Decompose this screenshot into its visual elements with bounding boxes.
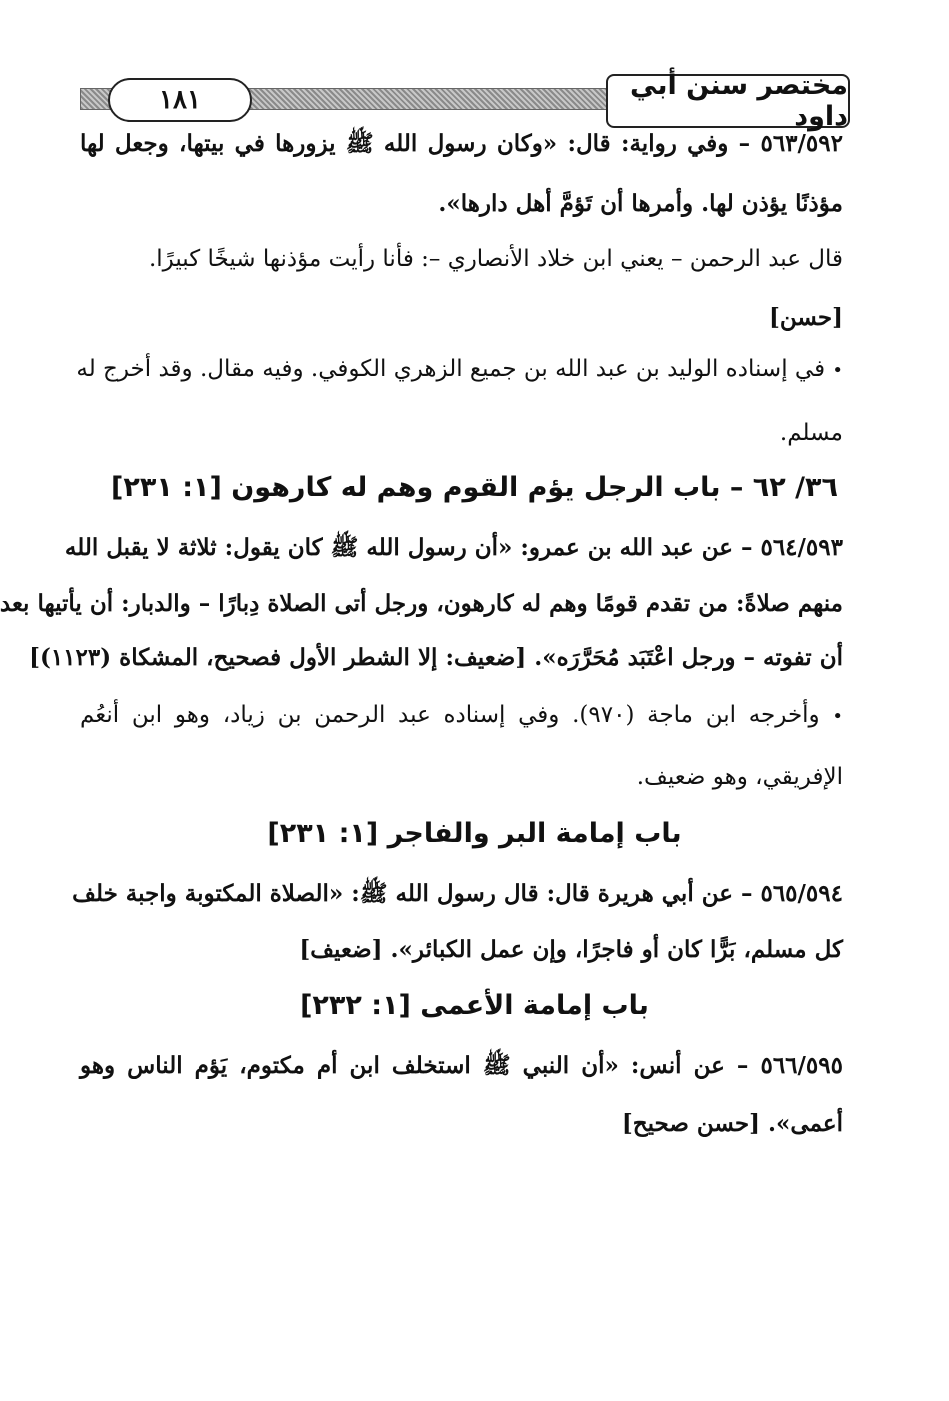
hadith-592-line-2: مؤذنًا يؤذن لها. وأمرها أن تَؤمَّ أهل دارها». <box>438 190 843 217</box>
chapter-heading-imamat-bar: باب إمامة البر والفاجر [١: ٢٣١] <box>267 818 682 849</box>
hadith-592-line-3: قال عبد الرحمن – يعني ابن خلاد الأنصاري –: فأنا رأيت مؤذنها شيخًا كبيرًا. <box>148 246 843 272</box>
note-592-line-2: مسلم. <box>779 420 843 446</box>
hadith-595-line-1: ٥٦٦/٥٩٥ – عن أنس: «أن النبي ﷺ استخلف ابن أم مكتوم، يَؤم الناس وهو <box>80 1052 843 1079</box>
note-593-text: وأخرجه ابن ماجة (٩٧٠). وفي إسناده عبد الرحمن بن زياد، وهو ابن أنعُم <box>80 702 820 728</box>
note-592-line-1 <box>76 356 843 384</box>
page-header <box>70 70 850 132</box>
note-593-line-1 <box>80 702 843 730</box>
hadith-594-line-2: كل مسلم، بَرًّا كان أو فاجرًا، وإن عمل الكبائر». [ضعيف] <box>299 936 843 963</box>
bullet-icon: • <box>832 706 844 727</box>
hadith-594-line-1: ٥٦٥/٥٩٤ – عن أبي هريرة قال: قال رسول الله ﷺ: «الصلاة المكتوبة واجبة خلف <box>72 880 843 907</box>
page-number: ١٨١ <box>108 78 252 122</box>
bullet-icon: • <box>832 360 843 381</box>
hadith-593-line-3: أن تفوته – ورجل اعْتَبَد مُحَرَّرَه». [ضعيف: إلا الشطر الأول فصحيح، المشكاة (١١٢٣)] <box>29 644 843 671</box>
hadith-592-line-1: ٥٦٣/٥٩٢ – وفي رواية: قال: «وكان رسول الله ﷺ يزورها في بيتها، وجعل لها <box>80 130 843 157</box>
note-592-text: في إسناده الوليد بن عبد الله بن جميع الزهري الكوفي. وفيه مقال. وقد أخرج له <box>76 356 826 382</box>
hadith-593-line-2: منهم صلاةً: من تقدم قومًا وهم له كارهون، ورجل أتى الصلاة دِبارًا – والدبار: أن يأتيها بعد <box>0 590 843 617</box>
hadith-595-line-2: أعمى». [حسن صحيح] <box>621 1110 843 1137</box>
chapter-heading-imamat-ama: باب إمامة الأعمى [١: ٢٣٢] <box>300 990 649 1021</box>
note-593-line-2: الإفريقي، وهو ضعيف. <box>636 764 843 790</box>
book-title: مختصر سنن أبي داود <box>606 74 850 128</box>
hadith-593-line-1: ٥٦٤/٥٩٣ – عن عبد الله بن عمرو: «أن رسول الله ﷺ كان يقول: ثلاثة لا يقبل الله <box>64 534 843 561</box>
hadith-592-grade: [حسن] <box>768 304 843 331</box>
chapter-heading-62: ٣٦/ ٦٢ – باب الرجل يؤم القوم وهم له كارهون [١: ٢٣١] <box>111 472 838 503</box>
